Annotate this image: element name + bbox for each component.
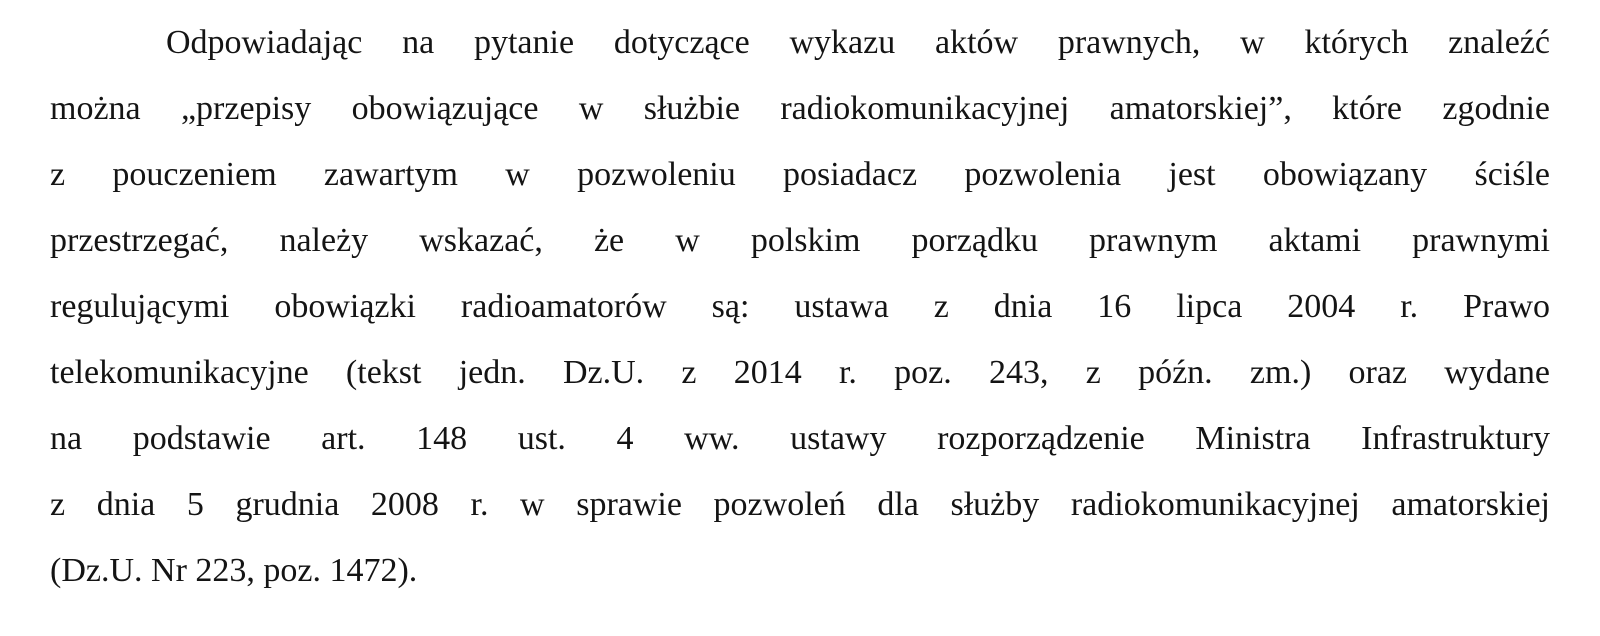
paragraph-line: regulującymi obowiązki radioamatorów są: ustawa z dnia 16 lipca 2004 r. Prawo bbox=[50, 288, 1550, 325]
paragraph-line: przestrzegać, należy wskazać, że w polskim porządku prawnym aktami prawnymi bbox=[50, 222, 1550, 259]
paragraph-line: na podstawie art. 148 ust. 4 ww. ustawy rozporządzenie Ministra Infrastruktury bbox=[50, 420, 1550, 457]
paragraph-line: z pouczeniem zawartym w pozwoleniu posiadacz pozwolenia jest obowiązany ściśle bbox=[50, 156, 1550, 193]
body-paragraph bbox=[50, 18, 1550, 612]
paragraph-line: Odpowiadając na pytanie dotyczące wykazu aktów prawnych, w których znaleźć bbox=[166, 24, 1550, 61]
paragraph-line: telekomunikacyjne (tekst jedn. Dz.U. z 2014 r. poz. 243, z późn. zm.) oraz wydane bbox=[50, 354, 1550, 391]
paragraph-line: (Dz.U. Nr 223, poz. 1472). bbox=[50, 552, 418, 589]
paragraph-line: z dnia 5 grudnia 2008 r. w sprawie pozwoleń dla służby radiokomunikacyjnej amatorskiej bbox=[50, 486, 1550, 523]
paragraph-line: można „przepisy obowiązujące w służbie radiokomunikacyjnej amatorskiej”, które zgodnie bbox=[50, 90, 1550, 127]
